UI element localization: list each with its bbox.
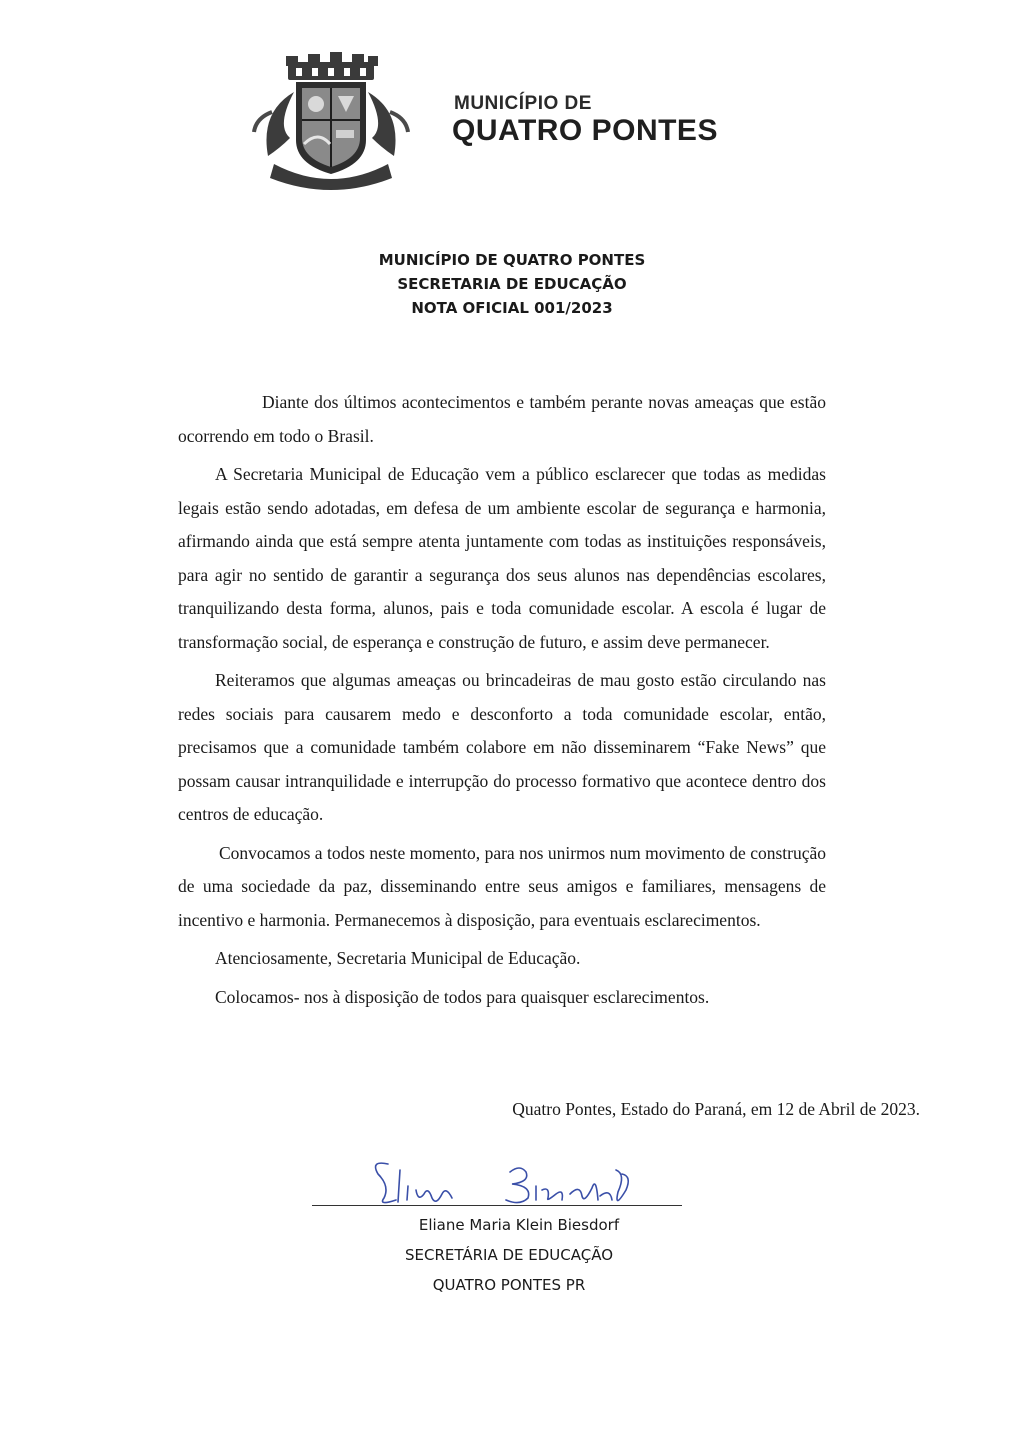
municipal-coat-of-arms bbox=[246, 52, 416, 192]
document-title bbox=[0, 248, 1024, 320]
paragraph-4: Convocamos a todos neste momento, para nos unirmos num movimento de construção de uma sociedade da paz, disseminando entre seus amigos e familiares, mensagens de incentivo e harmonia. Permanecemos à disposição, para eventuais esclarecimentos. bbox=[178, 842, 826, 930]
signature-block bbox=[384, 1210, 634, 1300]
letterhead-line1: MUNICÍPIO DE bbox=[454, 93, 592, 114]
title-line1: MUNICÍPIO DE QUATRO PONTES bbox=[378, 251, 646, 269]
letterhead-line2: QUATRO PONTES bbox=[452, 114, 718, 147]
paragraph-5: Atenciosamente, Secretaria Municipal de Educação. bbox=[215, 948, 581, 968]
signer-role: SECRETÁRIA DE EDUCAÇÃO bbox=[404, 1246, 614, 1264]
paragraph-3: Reiteramos que algumas ameaças ou brincadeiras de mau gosto estão circulando nas redes sociais para causarem medo e desconforto a toda comunidade escolar, então, precisamos que a comunidade também colabore em não disseminarem “Fake News” que possam causar intranquilidade e interrupção do processo formativo que acontece dentro dos centros de educação. bbox=[178, 670, 826, 824]
signature-line bbox=[312, 1205, 682, 1206]
title-line3: NOTA OFICIAL 001/2023 bbox=[411, 299, 613, 317]
title-line2: SECRETARIA DE EDUCAÇÃO bbox=[397, 275, 627, 293]
letter-body bbox=[178, 386, 826, 1019]
paragraph-1: Diante dos últimos acontecimentos e também perante novas ameaças que estão ocorrendo em todo o Brasil. bbox=[178, 392, 826, 446]
signer-name: Eliane Maria Klein Biesdorf bbox=[418, 1216, 620, 1234]
dateline: Quatro Pontes, Estado do Paraná, em 12 de Abril de 2023. bbox=[512, 1099, 920, 1119]
paragraph-6: Colocamos- nos à disposição de todos para quaisquer esclarecimentos. bbox=[215, 986, 710, 1007]
paragraph-2: A Secretaria Municipal de Educação vem a público esclarecer que todas as medidas legais estão sendo adotadas, em defesa de um ambiente escolar de segurança e harmonia, afirmando ainda que está sempre atenta juntamente com todas as instituições responsáveis, para agir no sentido de garantir a segurança dos seus alunos nas dependências escolares, tranquilizando desta forma, alunos, pais e toda comunidade escolar. A escola é lugar de transformação social, de esperança e construção de futuro, e assim deve permanecer. bbox=[178, 464, 826, 652]
signer-place: QUATRO PONTES PR bbox=[432, 1276, 586, 1294]
